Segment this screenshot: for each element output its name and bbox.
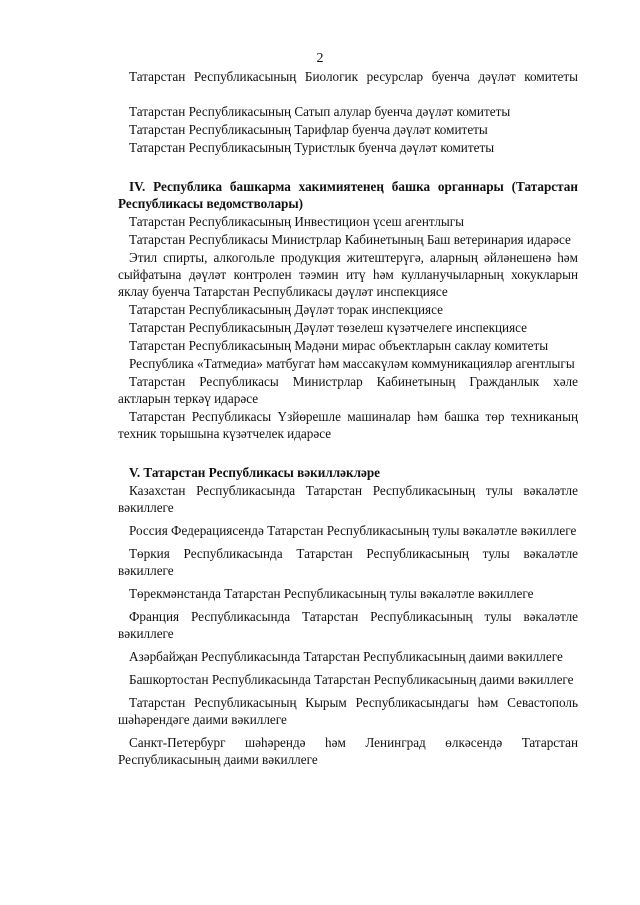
list-item: Франция Республикасында Татарстан Республикасының тулы вәкаләтле вәкиллеге xyxy=(118,609,578,641)
list-item: Татарстан Республикасының Биологик ресурслар буенча дәүләт комитеты xyxy=(129,69,578,84)
list-item: Татарстан Республикасының Дәүләт төзелеш күзәтчелеге инспекциясе xyxy=(129,320,528,335)
list-item: Татарстан Республикасының Сатып алулар буенча дәүләт комитеты xyxy=(129,104,511,119)
list-item: Республика «Татмедиа» матбугат һәм массакүләм коммуникацияләр агентлыгы xyxy=(129,356,575,371)
section-spacer xyxy=(118,443,578,464)
list-item: Татарстан Республикасының Мәдәни мирас объектларын саклау комитеты xyxy=(129,338,549,353)
list-item: Казахстан Республикасында Татарстан Республикасының тулы вәкаләтле вәкиллеге xyxy=(118,483,578,515)
section-4 xyxy=(118,178,578,442)
document-body xyxy=(118,68,578,769)
list-item: Татарстан Республикасының Туристлык буенча дәүләт комитеты xyxy=(129,140,495,155)
section-5-heading: V. Татарстан Республикасы вәкилләкләре xyxy=(129,465,381,480)
list-item: Азәрбайҗан Республикасында Татарстан Республикасының даими вәкиллеге xyxy=(129,649,563,664)
section-spacer xyxy=(118,157,578,178)
page-number: 2 xyxy=(316,51,324,66)
section-4-heading: IV. Республика башкарма хакимиятенең башка органнары (Татарстан Республикасы ведомстволары) xyxy=(118,179,578,211)
section-5 xyxy=(118,464,578,768)
list-item: Татарстан Республикасы Үзйөрешле машиналар һәм башка төр техниканың техник торышына күзәтчелек идарәсе xyxy=(118,409,578,441)
list-item: Татарстан Республикасының Тарифлар буенча дәүләт комитеты xyxy=(129,122,488,137)
list-item: Төркия Республикасында Татарстан Республикасының тулы вәкаләтле вәкиллеге xyxy=(118,546,578,578)
list-item: Татарстан Республикасының Инвестицион үсеш агентлыгы xyxy=(129,214,465,229)
list-item: Татарстан Республикасының Кырым Республикасындагы һәм Севастополь шәһәрендәге даими вәкиллеге xyxy=(118,695,578,727)
list-item: Татарстан Республикасы Министрлар Кабинетының Баш ветеринария идарәсе xyxy=(129,232,571,247)
list-item: Россия Федерациясендә Татарстан Республикасының тулы вәкаләтле вәкиллеге xyxy=(129,523,577,538)
list-item: Төрекмәнстанда Татарстан Республикасының тулы вәкаләтле вәкиллеге xyxy=(129,586,534,601)
list-item: Татарстан Республикасының Дәүләт торак инспекциясе xyxy=(129,302,443,317)
list-item: Этил спирты, алкогольле продукция житештерүгә, аларның әйләнешенә һәм сыйфатына дәүләт контролен тәэмин итү һәм кулланучыларның хокукларын яклау буенча Татарстан Республикасы дәүләт инспекциясе xyxy=(118,250,578,299)
list-item: Татарстан Республикасы Министрлар Кабинетының Гражданлык хәле актларын теркәү идарәсе xyxy=(118,374,578,406)
section-3-continued xyxy=(118,68,578,156)
list-item: Башкортостан Республикасында Татарстан Республикасының даими вәкиллеге xyxy=(129,672,574,687)
list-item: Санкт-Петербург шәһәрендә һәм Ленинград өлкәсендә Татарстан Республикасының даими вәкиллеге xyxy=(118,735,578,767)
